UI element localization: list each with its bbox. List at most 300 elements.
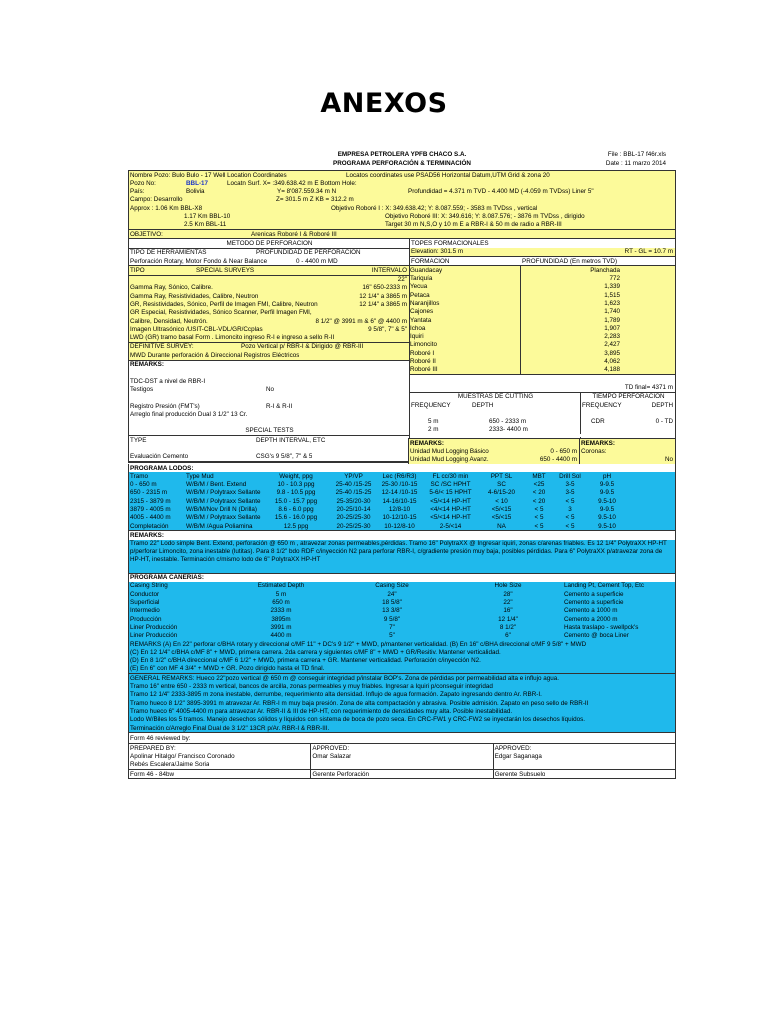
mud-cell: 650 - 2315 m <box>130 489 168 497</box>
depth-tvd-header: PROFUNDIDAD (En metros TVD) <box>522 257 618 265</box>
tops-title: TOPES FORMACIONALES <box>411 239 489 247</box>
mud-cell: < 10 <box>495 497 508 505</box>
casing-row <box>129 599 675 607</box>
mud-cell: 9.5-10 <box>598 514 616 522</box>
cutting-depth: 2333- 4400 m <box>489 426 528 434</box>
survey-interval: 12 1/4" a 3865 m <box>359 292 407 300</box>
approved-by-2: Edgar Saganaga <box>494 753 542 761</box>
mud-cell: NA <box>497 522 506 530</box>
casing-row <box>129 590 675 598</box>
objective-value: Arenicas Roboré I & Roboré III <box>251 230 337 238</box>
mud-header-cell: Weight, ppg <box>279 472 313 480</box>
general-remark-line: Tramo hueco 8 1/2" 3895-3991 m atravezar Ar. RBR-I m muy baja presión. Zona de alta compactación y abrasiva. Posible admisión. Zapato en peso sello de RBR-II <box>130 699 589 707</box>
formation-name: Naranjillos <box>410 299 440 307</box>
cutting-row <box>410 418 580 426</box>
mud-header-cell: PPT SL <box>490 472 513 480</box>
definitive-survey <box>129 342 409 351</box>
mud-title-row <box>129 464 675 472</box>
survey-type: LWD (GR) tramo basal Form . Limoncito ingreso R-I e ingreso a sello R-II <box>130 334 335 342</box>
surface-location: Locatn Surf. X= :349.638.42 m E Bottom Hole: <box>227 179 357 187</box>
right-column <box>410 239 675 464</box>
mud-cell: 8.6 - 6.0 ppg <box>278 506 314 513</box>
mud-cell: 9.8 - 10.5 ppg <box>276 489 316 497</box>
page-title: ANEXOS <box>320 88 448 119</box>
mud-header-cell: Type Mud <box>186 472 214 480</box>
well-number: BBL-17 <box>186 179 209 187</box>
country-label: País: <box>130 188 145 196</box>
mud-cell: 3879 - 4005 m <box>130 506 171 513</box>
formation-depth: 772 <box>609 275 620 283</box>
mud-program-title: PROGRAMA LODOS: <box>130 464 194 472</box>
casing-cell: Superficial <box>130 599 160 607</box>
casing-header-cell: Casing String <box>130 582 168 590</box>
form-footer <box>128 733 676 779</box>
mud-cell: 9-9.5 <box>599 506 615 513</box>
file-name: File : BBL-17 f46r.xls <box>607 151 666 158</box>
casing-cell: Cemento @ boca Liner <box>564 632 629 640</box>
survey-title-header: SPECIAL SURVEYS <box>196 266 255 274</box>
mud-cell: 12/8-10 <box>388 506 411 513</box>
mud-cell: 5-6/< 15 HPHT <box>429 489 472 497</box>
mud-cell: 9-9.5 <box>599 481 615 489</box>
casing-cell: 5" <box>389 632 395 640</box>
casing-remark: REMARKS (A) En 22" perforar c/BHA rotary y direccional c/MF 11" + DC's 9 1/2" + MWD, p/mantener verticalidad. (B) En 16" c/BHA direccional c/MF 9 5/8" + MWD <box>130 640 587 648</box>
remarks-logging <box>408 438 676 464</box>
formation-depth: 1,740 <box>604 308 620 316</box>
casing-cell: Liner Producción <box>130 623 178 631</box>
casing-cell: 3991 m <box>270 623 292 631</box>
survey-type: Gamma Ray, Sónico, Calibre. <box>130 284 213 292</box>
mud-cell: 20-25/25-30 <box>336 514 371 522</box>
general-remark-line: Lodo W/Biles los 5 tramos. Manejo desechos sólidos y líquidos con sistema de boca de pozo seca. En CRC-FW1 y CRC-FW2 se inyectarán los desechos líquidos. <box>130 716 585 724</box>
formation-depth: 4,188 <box>604 366 620 374</box>
survey-interval: 16" 650-2333 m <box>362 284 407 292</box>
time-depth-header: DEPTH <box>651 401 673 409</box>
methods-and-tops <box>128 239 676 462</box>
mud-cell: 2315 - 3879 m <box>130 497 171 505</box>
logging-row <box>409 447 579 455</box>
time-title-row <box>581 393 675 401</box>
casing-row <box>129 623 675 631</box>
remarks-row <box>129 360 409 369</box>
general-remark-line: Terminación c/Arreglo Final Dual de 3 1/2" 13CR p/Ar. RBR-I & RBR-III. <box>130 724 330 732</box>
logging-basic: Unidad Mud Logging Básico <box>410 447 489 455</box>
target-robore-3: Objetivo Roboré III: X: 349.616; Y: 8.087.576; - 3876 m TVDss , dirigido <box>385 213 585 221</box>
subsurface-manager-title: Gerente Subsuelo <box>494 770 546 778</box>
fmt-label: Registro Presión (FMT's) <box>130 402 200 410</box>
cutting-title-row <box>410 393 580 401</box>
blank-row <box>410 409 580 417</box>
general-remark-line: Tramo 16" entre 650 - 2333 m vertical, bancos de arcilla, zonas permeables y muy friables. Ingresar a Iquiri p/conseguir integridad <box>130 683 493 691</box>
cutting-frequency-header: FREQUENCY <box>411 401 451 409</box>
survey-type: Imagen Ultrasónico /USIT-CBL-VDL/GR/Ccplas <box>130 325 263 333</box>
method-row <box>129 257 409 265</box>
blank-row <box>129 394 409 402</box>
tools-header: TIPO DE HERRAMIENTAS <box>130 249 207 257</box>
objective-row <box>128 230 676 239</box>
logging-units <box>409 438 580 464</box>
remarks2-label: REMARKS: <box>410 439 444 447</box>
mud-cell: <5/<15 <box>491 506 512 513</box>
formation-depth: 1,907 <box>604 324 620 332</box>
survey-type: GR Especial, Resistividades, Sónico Scanner, Perfil Imagen FMI, <box>130 309 312 317</box>
tdc-text: TDC-DST a nivel de RBR-I <box>130 377 206 385</box>
cement-eval: Evaluación Cemento <box>130 453 189 461</box>
field: Campo: Desarrollo <box>130 196 183 204</box>
tdc-row <box>129 377 409 385</box>
formation-name: Roboré III <box>410 366 438 374</box>
survey-interval: 22" <box>397 276 407 284</box>
remarks-label: REMARKS: <box>130 361 164 369</box>
total-depth: Profundidad = 4.371 m TVD - 4.400 MD (-4.059 m TVDss) Liner 5" <box>408 188 594 196</box>
mud-cell: 10-12/8-10 <box>384 522 415 530</box>
approved-block-2 <box>494 744 675 769</box>
formation-header: FORMACION <box>411 257 450 265</box>
casing-header-cell: Landing Pt, Cement Top, Etc <box>564 582 645 590</box>
remarks2-row <box>409 438 579 447</box>
mud-cell: 14-16/10-15 <box>382 497 417 505</box>
survey-type-header: TIPO <box>130 266 145 274</box>
cutting-and-time <box>410 392 675 434</box>
casing-program-title: PROGRAMA CAÑERIAS: <box>130 574 204 582</box>
mud-cell: W/B/M/Nov Drill N (Drilla) <box>186 506 258 513</box>
mud-header-cell: FL cc/30 min <box>432 472 469 480</box>
cutting-frequency: 2 m <box>428 426 439 434</box>
mwd-row <box>129 351 409 359</box>
mud-cell: <5/<14 HP-HT <box>430 497 471 505</box>
mud-cell: 0 - 650 m <box>130 481 157 489</box>
casing-row <box>129 632 675 640</box>
mud-remarks-text: Tramo 22" Lodo simple Bent. Extend, perforación @ 650 m , atravezar zonas permeables,pérdidas. Tramo 16" PolytraXX @ Ingresar iquiri, zonas c/arenas friables. Es 12 1/4" PolytraXX HP-HT p/perforar Limoncito, zona inestable (lutitas). Para 8 1/2" bdo RDF c/inyección N2 para perforar RBR-I, c/gradiente presión muy baja, posibles pérdidas. Para 6" PolytraXX p/atravezar zona de HP-HT, inestable. Terminación c/mismo lodo de 6" PolytraXX HP-HT <box>129 540 675 573</box>
offset-well-1: Approx : 1.06 Km BBL-X8 <box>130 204 203 212</box>
mud-cell: 15.0 - 15.7 ppg <box>274 497 318 505</box>
mud-program <box>128 464 676 531</box>
mud-cell: 25-30 /10-15 <box>381 481 418 489</box>
formation-name: Roboré II <box>410 358 436 366</box>
mud-cell: 9.5-10 <box>598 522 616 530</box>
general-remark-line: GENERAL REMARKS: Hueco 22"pozo vertical @ 650 m @ conseguir integridad p/instalar BOP's. Zona de pérdidas por permeabilidad alta e influjo agua. <box>130 674 560 682</box>
mud-cell: < 20 <box>532 497 546 505</box>
method-title <box>129 239 409 247</box>
mud-header-cell: pH <box>602 472 612 480</box>
mud-cell: < 5 <box>565 497 575 505</box>
cutting-frequency: 5 m <box>428 418 439 426</box>
mud-cell: 20-25/25-30 <box>336 522 371 530</box>
mud-cell: W/B/M / Polytraxx Sellante <box>186 489 261 497</box>
formation-depth: 3,895 <box>604 349 620 357</box>
testigos-label: Testigos <box>130 385 154 393</box>
time-frequency-header: FREQUENCY <box>582 401 622 409</box>
surveys-list <box>129 276 409 342</box>
mud-header-cell: MBT <box>532 472 546 480</box>
mud-cell: < 5 <box>565 514 575 522</box>
casing-cell: 650 m <box>272 599 290 607</box>
formation-depth: Planchada <box>590 266 620 274</box>
mud-cell: 25-40 /15-25 <box>335 481 372 489</box>
company-name: EMPRESA PETROLERA YPFB CHACO S.A. <box>337 151 467 158</box>
special-headers <box>129 435 409 444</box>
formation-name: Yantata <box>410 316 432 324</box>
time-frequency: CDR <box>591 418 605 426</box>
fmt-value: R-I & R-II <box>266 402 293 410</box>
survey-interval: 12 1/4" a 3865 m <box>359 300 407 308</box>
general-remarks <box>128 674 676 733</box>
casing-cell: Liner Producción <box>130 632 178 640</box>
blank-row <box>581 409 675 417</box>
casing-title-row <box>129 574 675 582</box>
well-name: Nombre Pozo: Bulo Bulo - 17 Well Location Coordinates <box>130 171 287 179</box>
casing-remark: (D) En 8 1/2" c/BHA direccional c/MF 6 1/2" + MWD, primera carrera + GR. Mantener verticalidad. Perforación c/inyección N2. <box>130 657 481 665</box>
casing-cell: Intermedio <box>130 607 160 615</box>
survey-interval: 9 5/8", 7" & 5" <box>368 325 407 333</box>
mud-row <box>129 514 675 522</box>
casing-header-cell: Hole Size <box>494 582 522 590</box>
time-headers <box>581 401 675 409</box>
testigos-value: No <box>266 385 275 393</box>
cement-row <box>129 453 409 461</box>
method-title-text: METODO DE PERFORACIÓN <box>226 239 313 247</box>
casing-cell: Cemento a superficie <box>564 599 624 607</box>
casing-cell: 16" <box>503 607 513 615</box>
objective-label: OBJETIVO: <box>130 230 163 238</box>
mud-cell: <5/<14 HP-HT <box>430 514 471 522</box>
mud-cell: 12-14 /10-15 <box>381 489 418 497</box>
remarks2-label-right: REMARKS: <box>581 439 615 447</box>
formation-name: Iquiri <box>410 333 424 341</box>
mud-remarks-label: REMARKS: <box>130 531 164 539</box>
mud-cell: <5/<15 <box>491 514 512 522</box>
casing-header-cell: Casing Size <box>375 582 409 590</box>
mud-cell: 4-6/15-20 <box>488 489 515 497</box>
cutting-title: MUESTRAS DE CUTTING <box>457 393 534 401</box>
mud-remarks-label-row <box>129 531 675 539</box>
mud-cell: 15.6 - 16.0 ppg <box>274 514 318 522</box>
mud-cell: < 5 <box>565 522 575 530</box>
casing-cell: 5 m <box>275 590 287 598</box>
approved-by-1: Omar Salazar <box>312 753 352 761</box>
casing-cell: 3895m <box>271 615 291 623</box>
formation-depth: 2,283 <box>604 333 620 341</box>
casing-program <box>128 574 676 675</box>
mud-cell: 4005 - 4400 m <box>130 514 171 522</box>
formation-depth: 1,789 <box>604 316 620 324</box>
tops-headers <box>410 256 675 266</box>
formation-tops <box>410 266 675 374</box>
cores-row <box>580 447 675 455</box>
prepared-label: PREPARED BY: <box>130 744 176 752</box>
blank-row <box>129 369 409 377</box>
definitive-value: Pozo Vertical p/ RBR-I & Dirigido @ RBR-III <box>241 343 364 351</box>
reviewed-row <box>129 733 675 743</box>
mud-cell: W/B/M / Polytraxx Sellante <box>186 497 261 505</box>
general-remark-line: Tramo 12 1/4" 2333-3895 m zona inestable, derrumbe, requerimiento alta densidad. Influjo de agua formación. Zapato ingresando dentro Ar. RBR-I. <box>130 691 542 699</box>
casing-remark: (C) En 12 1/4" c/BHA c/MF 8" + MWD, primera carrera. 2da carrera y siguientes c/MF 8" + MWD + GR/Resitiv. Mantener verticalidad. <box>130 648 501 656</box>
cutting-headers <box>410 401 580 409</box>
mud-cell: W/B/M / Polytraxx Sellante <box>186 514 261 522</box>
tops-title-row <box>410 239 675 247</box>
mud-header-cell: Drill Sol <box>559 472 581 480</box>
elevation: Z= 301.5 m Z KB = 312.2 m <box>276 196 354 204</box>
rt-gl: RT - GL = 10.7 m <box>624 248 673 256</box>
surveys-header <box>129 265 409 275</box>
testigos-row <box>129 385 409 393</box>
tops-elevation: Elevation: 301.5 m <box>411 248 464 256</box>
approved-label-2: APPROVED: <box>494 744 532 752</box>
time-title: TIEMPO PERFORACIÓN <box>592 393 665 401</box>
depth-header: PROFUNDIDAD DE PERFORACION <box>256 249 361 257</box>
mud-cell: 2-5/<14 <box>439 522 462 530</box>
mud-cell: 9.5-10 <box>598 497 616 505</box>
casing-cell: 4400 m <box>270 632 292 640</box>
formation-name: Cajones <box>410 308 434 316</box>
logging-basic-depth: 0 - 650 m <box>550 447 577 455</box>
mud-row <box>129 489 675 497</box>
cutting-depth-header: DEPTH <box>472 401 494 409</box>
casing-cell: Producción <box>130 615 162 623</box>
completion-row <box>129 410 409 418</box>
casing-remarks <box>129 640 675 673</box>
general-remark-line: Tramo hueco 6" 4005-4400 m para atravezar Ar. RBR-II & III de HP-HT, con requerimiento de densidades muy alta. Posible inestabilidad. <box>130 707 513 715</box>
formation-depth: 2,427 <box>604 341 620 349</box>
formation-depth: 1,623 <box>604 299 620 307</box>
casing-cell: 22" <box>503 599 513 607</box>
cutting-depth: 650 - 2333 m <box>489 418 527 426</box>
mud-cell: 20-25/10-14 <box>336 506 371 513</box>
cores-label: Coronas: <box>581 447 607 455</box>
cores-value-row <box>580 456 675 464</box>
definitive-label: DEFINITIVE SURVEY: <box>130 343 194 351</box>
approved-block-1 <box>311 744 493 769</box>
special-tests-title: SPECIAL TESTS <box>245 427 294 435</box>
casing-header-cell: Estimated Depth <box>257 582 305 590</box>
method-headers <box>129 248 409 257</box>
casing-cell: 2333 m <box>270 607 292 615</box>
mud-header-cell: Lec (R6/R3) <box>382 472 417 480</box>
casing-cell: Conductor <box>130 590 160 598</box>
left-column <box>129 239 410 461</box>
blank-row <box>129 445 409 453</box>
mud-remarks <box>128 531 676 573</box>
well-info-block <box>128 170 676 230</box>
titles-row <box>129 769 675 778</box>
td-final: TD final= 4371 m <box>624 383 673 391</box>
mud-cell: 25-40 /15-25 <box>335 489 372 497</box>
time-depth: 0 - TD <box>655 418 673 426</box>
mud-cell: < 5 <box>534 506 544 513</box>
mud-header-cell: Tramo <box>130 472 148 480</box>
form-number: Form 46 - 84bw <box>130 770 175 778</box>
sheet-date: Date : 11 marzo 2014 <box>605 160 666 167</box>
formation-depth: 1,339 <box>604 283 620 291</box>
casing-cell: Cemento a 2000 m <box>564 615 618 623</box>
formation-depth: 4,062 <box>604 358 620 366</box>
elevation-row <box>410 248 675 256</box>
mwd-text: MWD Durante perforación & Direccional Registros Eléctricos <box>130 351 300 359</box>
mud-row <box>129 505 675 513</box>
mud-cell: 12.5 ppg <box>283 522 309 530</box>
mud-cell: 3 <box>568 506 572 513</box>
program-title: PROGRAMA PERFORACIÓN & TERMINACIÓN <box>333 160 471 167</box>
prepared-by-1: Apolinar Hitalgo/ Francisco Coronado <box>130 753 235 761</box>
mud-header-row <box>129 472 675 480</box>
casing-cell: Cemento a 1000 m <box>564 607 618 615</box>
cutting-block <box>410 393 581 434</box>
tools-value: Perforación Rotary, Motor Fondo & Near Balance <box>130 257 268 265</box>
mud-row <box>129 522 675 530</box>
formation-name: Limoncito <box>410 341 437 349</box>
y-coordinate: Y= 8'087.559.34 m N <box>277 188 337 196</box>
formation-name: Guandacay <box>410 266 443 274</box>
completion-text: Arreglo final producción Dual 3 1/2" 13 Cr. <box>130 410 248 418</box>
mud-cell: 3-5 <box>565 489 575 497</box>
casing-cell: 8 1/2" <box>499 623 517 631</box>
offset-well-2: 1.17 Km BBL-10 <box>184 213 231 221</box>
casing-cell: 13 3/8" <box>382 607 402 615</box>
approved-label-1: APPROVED: <box>312 744 350 752</box>
time-block <box>581 393 675 434</box>
casing-table <box>129 582 675 640</box>
mud-cell: SC <box>497 481 506 489</box>
blank-row <box>129 419 409 427</box>
casing-cell: 12 1/4" <box>498 615 518 623</box>
drill-depth-value: 0 - 4400 m MD <box>296 257 338 265</box>
mud-cell: <25 <box>533 481 545 489</box>
cement-eval-value: CSG's 9 5/8", 7" & 5 <box>256 453 313 461</box>
special-depth-header: DEPTH INTERVAL, ETC <box>256 436 326 444</box>
logging-advanced-depth: 650 - 4400 m <box>539 456 577 464</box>
mud-cell: < 5 <box>534 514 544 522</box>
casing-cell: Cemento a superficie <box>564 590 624 598</box>
cutting-row <box>410 426 580 434</box>
casing-row <box>129 607 675 615</box>
target-tolerance: Target 30 m N,S,O y 10 m E a RBR-I & 50 m de radio a RBR-III <box>385 221 562 229</box>
casing-cell: 24" <box>387 590 397 598</box>
logging-advanced: Unidad Mud Logging Avanz. <box>410 456 489 464</box>
time-row <box>581 418 675 426</box>
survey-type: GR, Resistividades, Sónico, Perfil de Imagen FMI, Calibre, Neutron <box>130 300 318 308</box>
country: Bolivia <box>186 188 205 196</box>
casing-row <box>129 615 675 623</box>
mud-cell: 10-12/10-15 <box>382 514 417 522</box>
mud-table <box>129 472 675 530</box>
mud-row <box>129 497 675 505</box>
formation-name: Yecua <box>410 283 428 291</box>
mud-cell: Completación <box>130 522 169 530</box>
mud-cell: < 20 <box>532 489 546 497</box>
well-number-label: Pozo No: <box>130 179 156 187</box>
interval-header: INTERVALO <box>371 266 407 274</box>
mud-cell: W/B/M /Agua Poliamina <box>186 522 253 530</box>
survey-type: Gamma Ray, Resistividades, Calibre, Neutron <box>130 292 259 300</box>
special-title-row <box>129 427 409 435</box>
survey-type: Calibre, Densidad, Neutrón. <box>130 317 208 325</box>
mud-cell: 25-35/20-30 <box>336 497 371 505</box>
casing-cell: 7" <box>389 623 395 631</box>
remarks2-row-right <box>580 438 675 447</box>
formation-depth: 1,515 <box>604 291 620 299</box>
well-program-sheet <box>128 150 676 779</box>
mud-cell: 10 - 10.3 ppg <box>277 481 315 489</box>
casing-remark: (E) En 6" con MF 4 3/4" + MWD + GR. Pozo dirigido hasta el TD final. <box>130 665 325 673</box>
td-row <box>410 383 675 391</box>
signature-block <box>129 743 675 769</box>
blank-row <box>410 374 675 383</box>
formation-name: Ichoa <box>410 324 426 332</box>
special-type-header: TYPE <box>130 436 147 444</box>
casing-cell: 18 5/8" <box>382 599 402 607</box>
sheet-header <box>128 150 676 170</box>
coordinates-note: Locatos coordinates use PSAD56 Horizontal Datum,UTM Grid & zona 20 <box>346 171 550 179</box>
